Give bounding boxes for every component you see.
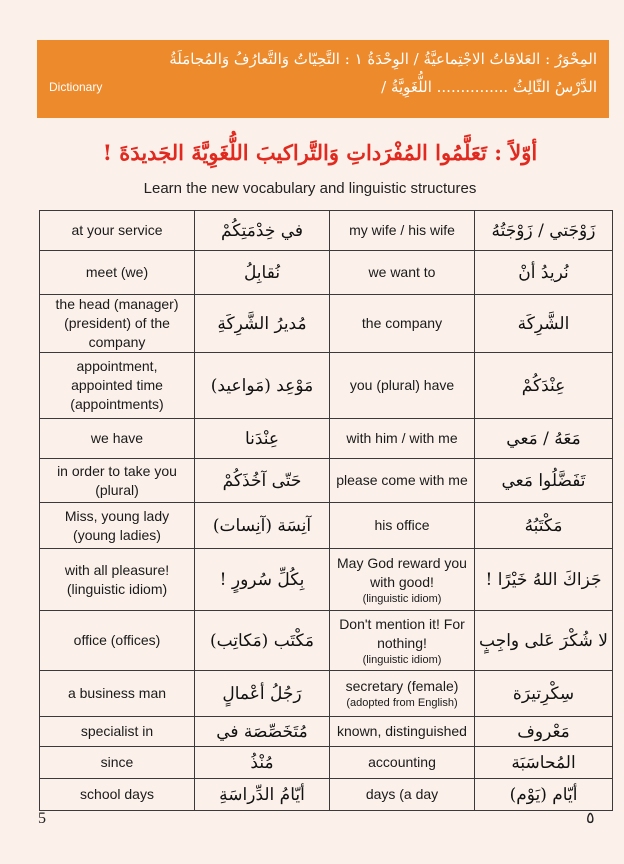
idiom-note: (linguistic idiom) [362,653,442,666]
arabic-term-cell: سِكْرِتيرَة [475,671,613,717]
meaning-text: the company [361,315,443,331]
meaning-text: May God reward you with good! [337,554,467,590]
arabic-term-cell: نُقابِلُ [195,251,330,295]
meaning-cell [330,611,475,671]
meaning-cell [330,211,475,251]
arabic-term-cell: في خِدْمَتِكُمْ [195,211,330,251]
table-row [40,779,613,811]
table-row [40,747,613,779]
arabic-term-cell: مَعْروف [475,717,613,747]
meaning-cell [330,459,475,503]
arabic-term-cell: الشَّرِكَة [475,295,613,353]
table-row [40,295,613,353]
meaning-cell: appointment, appointed time (appointments) [40,353,195,419]
table-row [40,211,613,251]
page-number-latin: 5 [38,810,46,827]
meaning-cell [330,549,475,611]
meaning-cell: Miss, young lady (young ladies) [40,503,195,549]
table-row [40,671,613,717]
idiom-note: (linguistic idiom) [362,592,442,605]
arabic-term-cell: تَفَضَّلُوا مَعي [475,459,613,503]
arabic-term-cell: أيّام (يَوْم) [475,779,613,811]
arabic-term-cell: عِنْدَنا [195,419,330,459]
meaning-cell: a business man [40,671,195,717]
table-row [40,549,613,611]
meaning-text: you (plural) have [349,377,455,393]
arabic-term-cell: مَكْتَب (مَكاتِب) [195,611,330,671]
idiom-note: (adopted from English) [346,697,458,709]
meaning-cell: we have [40,419,195,459]
meaning-text: accounting [368,754,436,770]
header-lesson-title: الدَّرْسُ الثّالِثُ ............... اللُّغَوِيَّةُ / [381,78,597,96]
arabic-term-cell: مُتَخَصِّصَة في [195,717,330,747]
meaning-text: days (a day [365,786,439,802]
meaning-cell [330,295,475,353]
arabic-term-cell: رَجُلُ أعْمالٍ [195,671,330,717]
meaning-text: his office [374,517,430,533]
header-axis-unit-line: المِحْوَرُ : العَلاقاتُ الاجْتِماعيَّةُ / الوِحْدَةُ ١ : التَّحِيّاتُ وَالتَّعارُفُ وَالمُجامَلَةُ [169,50,597,68]
header-dictionary-label: Dictionary [49,80,103,94]
header-lesson-line [49,72,597,102]
meaning-cell [330,717,475,747]
arabic-term-cell: مَوْعِد (مَواعيد) [195,353,330,419]
meaning-text: Don't mention it! For nothing! [339,615,465,651]
arabic-term-cell: حَتّى آخُذَكُمْ [195,459,330,503]
table-row [40,503,613,549]
meaning-text: with him / with me [346,430,458,446]
meaning-cell: with all pleasure! (linguistic idiom) [40,549,195,611]
table-row [40,419,613,459]
arabic-term-cell: نُريدُ أنْ [475,251,613,295]
meaning-cell [330,747,475,779]
meaning-cell: office (offices) [40,611,195,671]
arabic-term-cell: المُحاسَبَة [475,747,613,779]
section-subtitle-english: Learn the new vocabulary and linguistic structures [143,180,477,197]
section-title-arabic: أوّلاً : تَعَلَّمُوا المُفْرَداتِ وَالتَّراكيبَ اللُّغَوِيَّةَ الجَديدَةَ ! [102,140,538,165]
arabic-term-cell: مُديرُ الشَّرِكَةِ [195,295,330,353]
arabic-term-cell: مَكْتَبُهُ [475,503,613,549]
meaning-text: known, distinguished [337,723,467,739]
meaning-cell: at your service [40,211,195,251]
arabic-term-cell: مُنْذُ [195,747,330,779]
meaning-cell [330,353,475,419]
table-row [40,251,613,295]
arabic-term-cell: بِكُلِّ سُرورٍ ! [195,549,330,611]
arabic-term-cell: لا شُكْرَ عَلى واجِبٍ [475,611,613,671]
meaning-cell [330,251,475,295]
table-row [40,459,613,503]
table-row [40,353,613,419]
meaning-cell: the head (manager) (president) of the company [40,295,195,353]
table-row [40,717,613,747]
vocabulary-table [39,210,613,811]
arabic-term-cell: جَزاكَ اللهُ خَيْرًا ! [475,549,613,611]
meaning-cell: since [40,747,195,779]
arabic-term-cell: أيّامُ الدِّراسَةِ [195,779,330,811]
meaning-cell [330,503,475,549]
meaning-text: my wife / his wife [349,222,455,238]
arabic-term-cell: آنِسَة (آنِسات) [195,503,330,549]
meaning-cell: specialist in [40,717,195,747]
meaning-text: secretary (female) [345,678,459,694]
lesson-header-banner [37,40,609,118]
arabic-term-cell: مَعَهُ / مَعي [475,419,613,459]
meaning-cell: school days [40,779,195,811]
arabic-term-cell: زَوْجَتي / زَوْجَتُهُ [475,211,613,251]
page-number-arabic: ٥ [586,808,595,827]
meaning-cell [330,419,475,459]
meaning-cell: meet (we) [40,251,195,295]
arabic-term-cell: عِنْدَكُمْ [475,353,613,419]
vocabulary-table-body [40,211,613,811]
meaning-cell: in order to take you (plural) [40,459,195,503]
table-row [40,611,613,671]
meaning-text: please come with me [336,472,468,488]
meaning-cell [330,779,475,811]
meaning-text: we want to [368,264,436,280]
meaning-cell [330,671,475,717]
